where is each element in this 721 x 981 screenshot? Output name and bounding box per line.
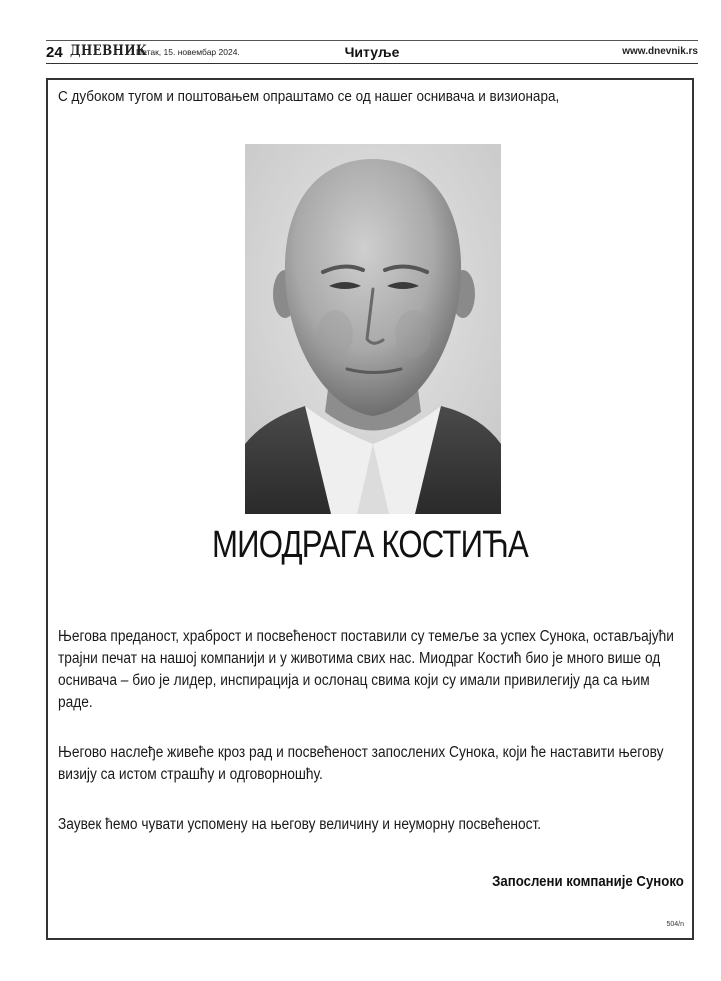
- deceased-name: МИОДРАГА КОСТИЋА: [212, 524, 528, 566]
- obituary-body: [58, 626, 686, 864]
- website-url: www.dnevnik.rs: [622, 46, 698, 57]
- section-title: Читуље: [344, 44, 400, 60]
- signature: Запослени компаније Суноко: [492, 873, 684, 890]
- page-number: 24: [46, 44, 63, 61]
- body-paragraph-3: Заувек ћемо чувати успомену на његову величину и неуморну посвећеност.: [58, 816, 542, 833]
- portrait-photo: [245, 144, 501, 514]
- body-paragraph-2: Његово наслеђе живеће кроз рад и посвећеност запослених Сунока, који ће наставити његову визију са истом страшћу и одговорношћу.: [58, 744, 664, 783]
- ad-code: 504/n: [666, 921, 684, 928]
- issue-date: Петак, 15. новембар 2024.: [136, 47, 240, 57]
- body-paragraph-1: Његова преданост, храброст и посвећеност поставили су темеље за успех Сунока, остављајући трајни печат на нашој компанији и у животима свих нас. Миодраг Костић био је много више од оснивача – био је лидер, инспирација и ослонац свима који су имали привилегију да са њим раде.: [58, 628, 674, 711]
- page-header: [46, 40, 698, 64]
- obituary-notice: [46, 78, 694, 940]
- intro-text: С дубоком тугом и поштовањем опраштамо се од нашег оснивача и визионара,: [58, 88, 560, 105]
- portrait-illustration: [245, 144, 501, 514]
- newspaper-masthead: ДНЕВНИК: [70, 43, 148, 59]
